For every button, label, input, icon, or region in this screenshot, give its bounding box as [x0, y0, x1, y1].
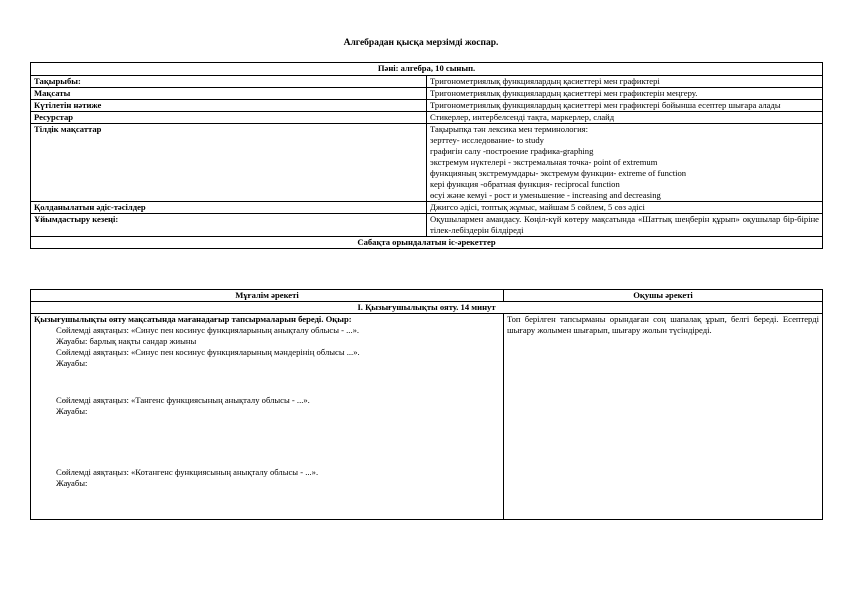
- question-3: Сөйлемді аяқтаңыз: «Тангенс функциясының анықталу облысы - ...».: [56, 395, 310, 405]
- teacher-intro: Қызығушылықты ояту мақсатында мағанадағыр тапсырмаларын береді. Оқыр:: [34, 314, 352, 324]
- stage-row: [31, 302, 823, 314]
- term-line: өсуі және кемуі - рост и уменьшение - increasing and decreasing: [430, 190, 661, 200]
- term-line: зерттеу- исследование- to study: [430, 135, 544, 145]
- student-header: Оқушы әрекеті: [504, 290, 823, 302]
- row-label: Қолданылатын әдіс-тәсілдер: [31, 202, 427, 214]
- row-label: Ресурстар: [31, 112, 427, 124]
- row-label: Ұйымдастыру кезеңі:: [31, 214, 427, 237]
- teacher-header: Мұғалім әрекеті: [31, 290, 504, 302]
- row-label: Күтілетін нәтиже: [31, 100, 427, 112]
- activities-table: [30, 289, 823, 520]
- term-line: экстремум нүктелері - экстремальная точка- point of extremum: [430, 157, 658, 167]
- row-value: Оқушылармен амандасу. Көңіл-күй көтеру мақсатында «Шаттық шеңберін құрып» оқушылар бір-біріне тілек-лебіздерін білдіреді: [427, 214, 823, 237]
- student-activity: Топ берілген тапсырманы орындаған соң шапалақ ұрып, белгі береді. Есептерді шығару жолымен шығарып, шығару жолын түсіндіреді.: [504, 314, 823, 520]
- row-label: Тақырыбы:: [31, 76, 427, 88]
- language-goals-list: [427, 124, 823, 202]
- activities-header-row: [31, 237, 823, 249]
- activities-header: Сабақта орындалатын іс-әрекеттер: [31, 237, 823, 249]
- question-1: Сөйлемді аяқтаңыз: «Синус пен косинус функцияларының анықталу облысы - ...».: [56, 325, 360, 335]
- row-label: Тілдік мақсаттар: [31, 124, 427, 202]
- answer-4: Жауабы:: [56, 478, 88, 488]
- table-row: [31, 112, 823, 124]
- lesson-plan-table: [30, 62, 823, 249]
- question-2: Сөйлемді аяқтаңыз: «Синус пен косинус функцияларының мәндерінің облысы ...».: [56, 347, 360, 357]
- table-row: [31, 214, 823, 237]
- stage-title: І. Қызығушылықты ояту. 14 минут: [31, 302, 823, 314]
- row-value: Тригонометриялық функциялардың қасиеттері мен графиктері бойынша есептер шығара алады: [427, 100, 823, 112]
- table-row: [31, 202, 823, 214]
- column-header-row: [31, 290, 823, 302]
- table-row: [31, 76, 823, 88]
- answer-2: Жауабы:: [56, 358, 88, 368]
- term-line: Тақырыпқа тән лексика мен терминология:: [430, 124, 589, 134]
- row-value: Стикерлер, интербелсенді тақта, маркерлер, слайд: [427, 112, 823, 124]
- term-line: графигін салу -построение графика-graphing: [430, 146, 594, 156]
- row-value: Джигсо әдісі, топтық жұмыс, майшам 5 сөйлем, 5 сөз әдісі: [427, 202, 823, 214]
- subject-row: [31, 63, 823, 76]
- term-line: функцияның экстремумдары- экстремум функции- extreme of function: [430, 168, 687, 178]
- subject-cell: Пәні: алгебра, 10 сынып.: [31, 63, 823, 76]
- language-goals-row: [31, 124, 823, 202]
- table-row: [31, 100, 823, 112]
- row-value: Тригонометриялық функциялардың қасиеттері мен графиктері: [427, 76, 823, 88]
- question-4: Сөйлемді аяқтаңыз: «Котангенс функциясының анықталу облысы - ...».: [56, 467, 319, 477]
- row-value: Тригонометриялық функциялардың қасиеттері мен графиктерін меңгеру.: [427, 88, 823, 100]
- term-line: кері функция -обратная функция- reciprocal function: [430, 179, 620, 189]
- page-title: Алгебрадан қысқа мерзімді жоспар.: [343, 38, 499, 48]
- teacher-activity: [31, 314, 504, 520]
- answer-1: Жауабы: барлық нақты сандар жиыны: [56, 336, 197, 346]
- table-row: [31, 88, 823, 100]
- row-label: Мақсаты: [31, 88, 427, 100]
- answer-3: Жауабы:: [56, 406, 88, 416]
- activity-row: [31, 314, 823, 520]
